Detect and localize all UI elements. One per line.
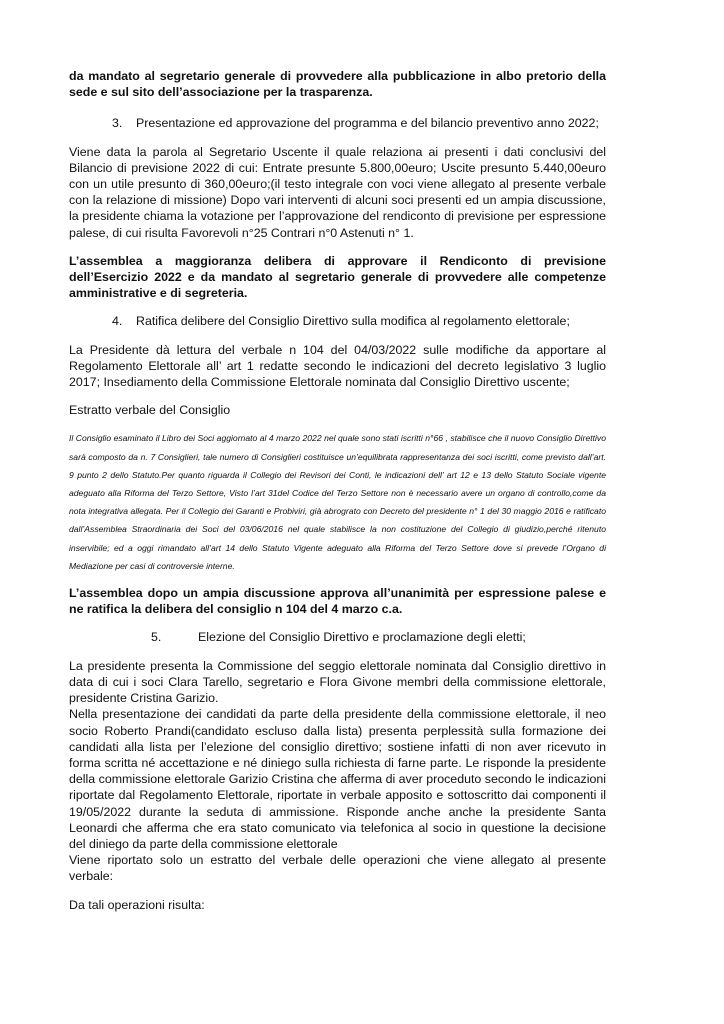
agenda-item-5-text: Elezione del Consiglio Direttivo e proclamazione degli eletti;: [198, 630, 526, 645]
paragraph-candidates-discussion: Nella presentazione dei candidati da parte della presidente della commissione elettorale, il neo socio Roberto Prandi(candidato escluso dalla lista) presenta perplessità sulla formazione dei candidati alla lista per l’elezione del consiglio direttivo; sostiene infatti di non aver ricevuto in forma scritta né accettazione e né diniego sulla richiesta di farne parte. Le risponde la presidente della commissione elettorale Garizio Cristina che afferma di aver proceduto secondo le indicazioni riportate dal Regolamento Elettorale, riportate in verbale apposito e sottoscritto dai componenti il 19/05/2022 durante la seduta di ammissione. Risponde anche anche la presidente Santa Leonardi che afferma che era stato comunicato via telefonica al socio in questione la decisione del diniego da parte della commissione elettorale: [69, 707, 606, 851]
paragraph-electoral-commission: La presidente presenta la Commissione del seggio elettorale nominata dal Consiglio direttivo in data di cui i soci Clara Tarello, segretario e Flora Givone membri della commissione elettorale, presidente Cristina Garizio.: [69, 658, 606, 706]
paragraph-ratification: L’assemblea dopo un ampia discussione approva all’unanimità per espressione palese e ne ratifica la delibera del consiglio n 104 del 4 marzo c.a.: [69, 586, 606, 617]
paragraph-budget-report: Viene data la parola al Segretario Uscente il quale relaziona ai presenti i dati conclusivi del Bilancio di previsione 2022 di cui: Entrate presunte 5.800,00euro; Uscite presunto 5.440,00euro con un utile presunto di 360,00euro;(il testo integrale con voci viene allegato al presente verbale con la relazione di missione) Dopo vari interventi di alcuni soci presenti ed un ampia discussione, la presidente chiama la votazione per l’approvazione del rendiconto di previsione per espressione palese, di cui risulta Favorevoli n°25 Contrari n°0 Astenuti n° 1.: [69, 144, 606, 240]
agenda-item-4: [69, 313, 606, 329]
paragraph-council-extract: Il Consiglio esaminato il Libro dei Soci aggiornato al 4 marzo 2022 nel quale sono stati iscritti n°66 , stabilisce che il nuovo Consiglio Direttivo sarà composto da n. 7 Consiglieri, tale numero di Consiglieri costituisce un’equilibrata rappresentanza dei soci iscritti, come previsto dall’art. 9 punto 2 dello Statuto.Per quanto riguarda il Collegio dei Revisori dei Conti, le indicazioni dell’ art 12 e 13 dello Statuto Sociale vigente adeguato alla Riforma del Terzo Settore, Visto l’art 31del Codice del Terzo Settore non è necessario avere un organo di controllo,come da nota integrativa allegata. Per il Collegio dei Garanti e Probiviri, già abrograto con Decreto del presidente n° 1 del 30 maggio 2016 e ratificato dall’Assemblea Straordinaria dei Soci del 03/06/2016 nel quale stabilisce la non costituzione del Collegio di giudizio,perché ritenuto inservibile; ed a oggi rimandato all’art 14 dello Statuto Vigente adeguato alla Riforma del Terzo Settore dove si prevede l’Organo di Mediazione per casi di controversie interne.: [69, 433, 606, 571]
agenda-item-4-number: 4.: [112, 314, 123, 329]
agenda-item-5-number: 5.: [151, 630, 162, 645]
agenda-item-3-text: Presentazione ed approvazione del programma e del bilancio preventivo anno 2022;: [136, 116, 599, 131]
paragraph-extract-operations: Viene riportato solo un estratto del verbale delle operazioni che viene allegato al presente verbale:: [69, 853, 606, 884]
agenda-item-3-number: 3.: [112, 116, 123, 131]
agenda-item-5: [69, 629, 606, 645]
paragraph-mandate-publication: da mandato al segretario generale di provvedere alla pubblicazione in albo pretorio della sede e sul sito dell’associazione per la trasparenza.: [69, 69, 606, 100]
agenda-item-4-text: Ratifica delibere del Consiglio Direttivo sulla modifica al regolamento elettorale;: [136, 314, 570, 329]
paragraph-extract-heading: Estratto verbale del Consiglio: [69, 403, 231, 418]
agenda-item-3: [69, 115, 606, 131]
paragraph-budget-approval: L’assemblea a maggioranza delibera di approvare il Rendiconto di previsione dell’Esercizio 2022 e da mandato al segretario generale di provvedere alle competenze amministrative e di segreteria.: [69, 253, 606, 301]
paragraph-reading-minutes: La Presidente dà lettura del verbale n 104 del 04/03/2022 sulle modifiche da apportare al Regolamento Elettorale all’ art 1 redatte secondo le indicazioni del decreto legislativo 3 luglio 2017; Insediamento della Commissione Elettorale nominata dal Consiglio Direttivo uscente;: [69, 342, 606, 390]
paragraph-operations-result: Da tali operazioni risulta:: [69, 897, 205, 912]
